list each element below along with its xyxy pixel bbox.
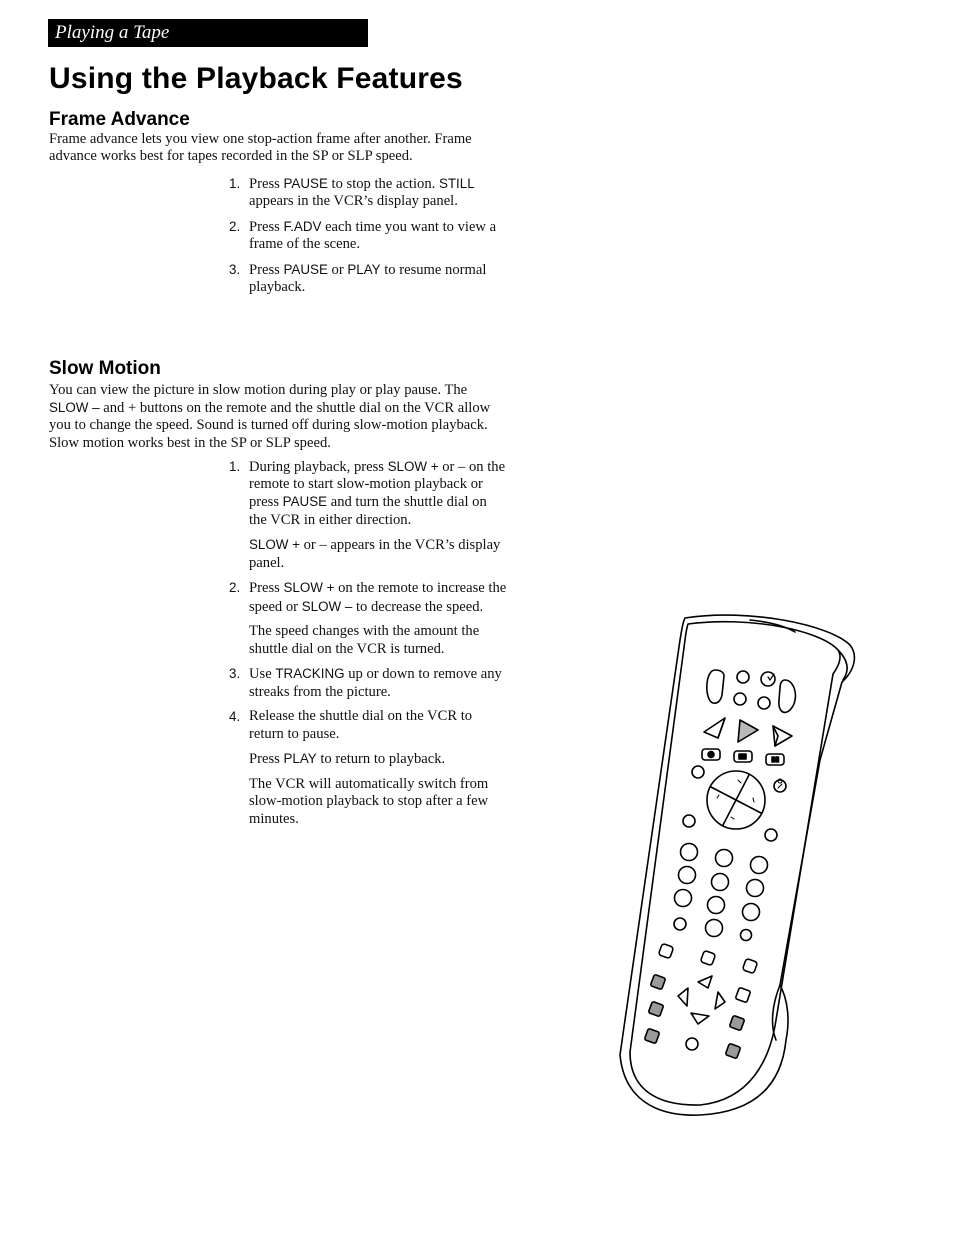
frame-advance-intro: Frame advance lets you view one stop-action frame after another. Frame advance works best for tapes recorded in the SP or SLP speed.	[49, 131, 472, 165]
pause-key-label: PAUSE	[283, 262, 328, 277]
section-header	[48, 19, 368, 47]
slow-plus-key-label: SLOW +	[387, 459, 439, 474]
frame-advance-heading: Frame Advance	[49, 109, 190, 130]
list-item: 2. Press SLOW + on the remote to increase the speed or SLOW – to decrease the speed. The speed changes with the amount the shuttle dial on the VCR is turned.	[229, 580, 507, 657]
remote-control-icon	[600, 600, 870, 1130]
list-item: 4. Release the shuttle dial on the VCR to return to pause. Press PLAY to return to playback. The VCR will automatically switch from slow-motion playback to stop after a few minutes.	[229, 708, 489, 827]
slow-motion-heading: Slow Motion	[49, 358, 161, 379]
list-item: 3. Press PAUSE or PLAY to resume normal playback.	[229, 262, 487, 296]
slow-motion-steps	[229, 458, 507, 835]
pause-key-label: PAUSE	[282, 494, 328, 510]
slow-motion-intro: You can view the picture in slow motion during play or play pause. The SLOW – and + buttons on the remote and the shuttle dial on the VCR allow you to change the speed. Sound is turned off during slow-motion playback. Slow motion works best in the SP or SLP speed.	[49, 382, 491, 451]
slow-minus-key-label: SLOW –	[301, 598, 353, 614]
play-key-label: PLAY	[347, 262, 381, 277]
page-title: Using the Playback Features	[49, 62, 463, 95]
slow-plus-key-label: SLOW +	[249, 537, 300, 553]
list-item: 2. Press F.ADV each time you want to view a frame of the scene.	[229, 219, 497, 253]
tracking-key-label: TRACKING	[275, 666, 345, 682]
frame-advance-steps	[229, 175, 507, 304]
fadv-key-label: F.ADV	[283, 219, 322, 234]
section-label: Playing a Tape	[55, 22, 170, 43]
list-item: 1. During playback, press SLOW + or – on the remote to start slow-motion playback or press PAUSE and turn the shuttle dial on the VCR in either direction. SLOW + or – appears in the VCR’s display panel.	[229, 459, 506, 571]
pause-key-label: PAUSE	[283, 176, 328, 191]
still-key-label: STILL	[438, 176, 475, 191]
list-item: 3. Use TRACKING up or down to remove any streaks from the picture.	[229, 666, 502, 700]
list-item: 1. Press PAUSE to stop the action. STILL appears in the VCR’s display panel.	[229, 176, 475, 210]
play-key-label: PLAY	[283, 751, 317, 767]
slow-plus-key-label: SLOW +	[283, 580, 335, 596]
slow-minus-key-label: SLOW –	[49, 400, 100, 416]
